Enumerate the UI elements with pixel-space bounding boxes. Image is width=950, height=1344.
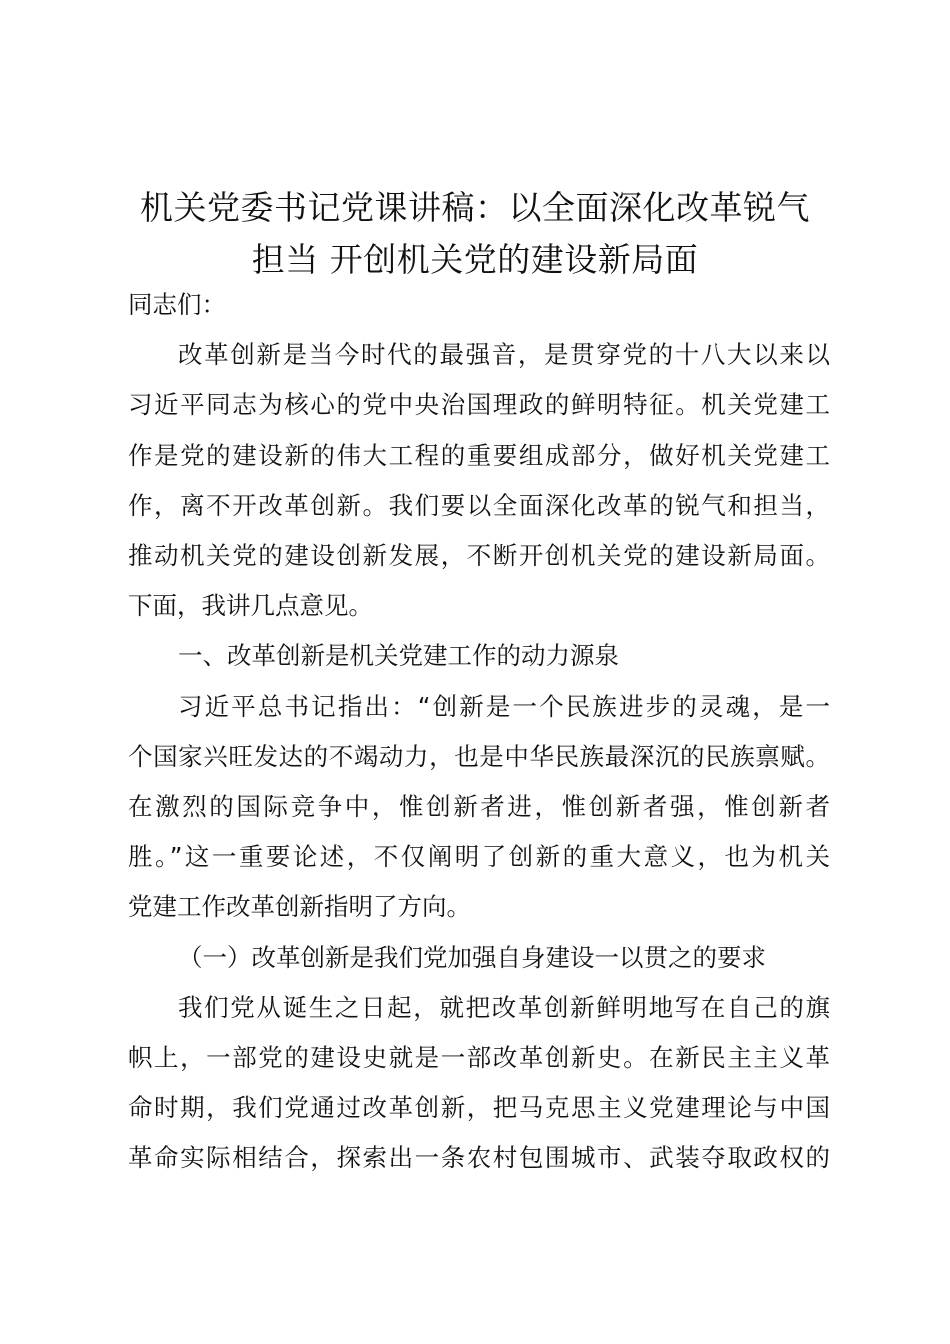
- title-line-2: 担当 开创机关党的建设新局面: [251, 240, 699, 279]
- paragraph-line: 我们党从诞生之日起，就把改革创新鲜明地写在自己的旗: [178, 992, 830, 1022]
- paragraph-line: 个国家兴旺发达的不竭动力，也是中华民族最深沉的民族禀赋。: [128, 741, 830, 771]
- greeting: 同志们：: [128, 290, 226, 319]
- document-title: [90, 182, 860, 286]
- paragraph-line: 习近平同志为核心的党中央治国理政的鲜明特征。机关党建工: [128, 390, 830, 420]
- paragraph-line: 改革创新是当今时代的最强音，是贯穿党的十八大以来以: [178, 340, 830, 370]
- paragraph-line: 胜。”这一重要论述，不仅阐明了创新的重大意义，也为机关: [128, 842, 830, 872]
- paragraph-line: 革命实际相结合，探索出一条农村包围城市、武装夺取政权的: [128, 1143, 830, 1173]
- paragraph-1: [128, 330, 830, 631]
- paragraph-line: 推动机关党的建设创新发展，不断开创机关党的建设新局面。: [128, 541, 830, 571]
- paragraph-line: 命时期，我们党通过改革创新，把马克思主义党建理论与中国: [128, 1093, 830, 1123]
- paragraph-line: 作是党的建设新的伟大工程的重要组成部分，做好机关党建工: [128, 440, 830, 470]
- paragraph-line: 党建工作改革创新指明了方向。: [128, 892, 471, 922]
- paragraph-line: 作，离不开改革创新。我们要以全面深化改革的锐气和担当，: [128, 490, 830, 520]
- paragraph-line: 下面，我讲几点意见。: [128, 591, 373, 621]
- section-heading-1: 一、改革创新是机关党建工作的动力源泉: [178, 641, 619, 671]
- paragraph-line: 习近平总书记指出：“创新是一个民族进步的灵魂，是一: [178, 691, 830, 721]
- paragraph-2: [128, 682, 830, 933]
- section-heading-2: （一）改革创新是我们党加强自身建设一以贯之的要求: [178, 942, 766, 972]
- paragraph-3: [128, 983, 830, 1184]
- title-line-1: 机关党委书记党课讲稿：以全面深化改革锐气: [140, 188, 810, 227]
- document-body: [128, 280, 830, 1184]
- paragraph-line: 帜上，一部党的建设史就是一部改革创新史。在新民主主义革: [128, 1043, 830, 1073]
- paragraph-line: 在激烈的国际竞争中，惟创新者进，惟创新者强，惟创新者: [128, 792, 830, 822]
